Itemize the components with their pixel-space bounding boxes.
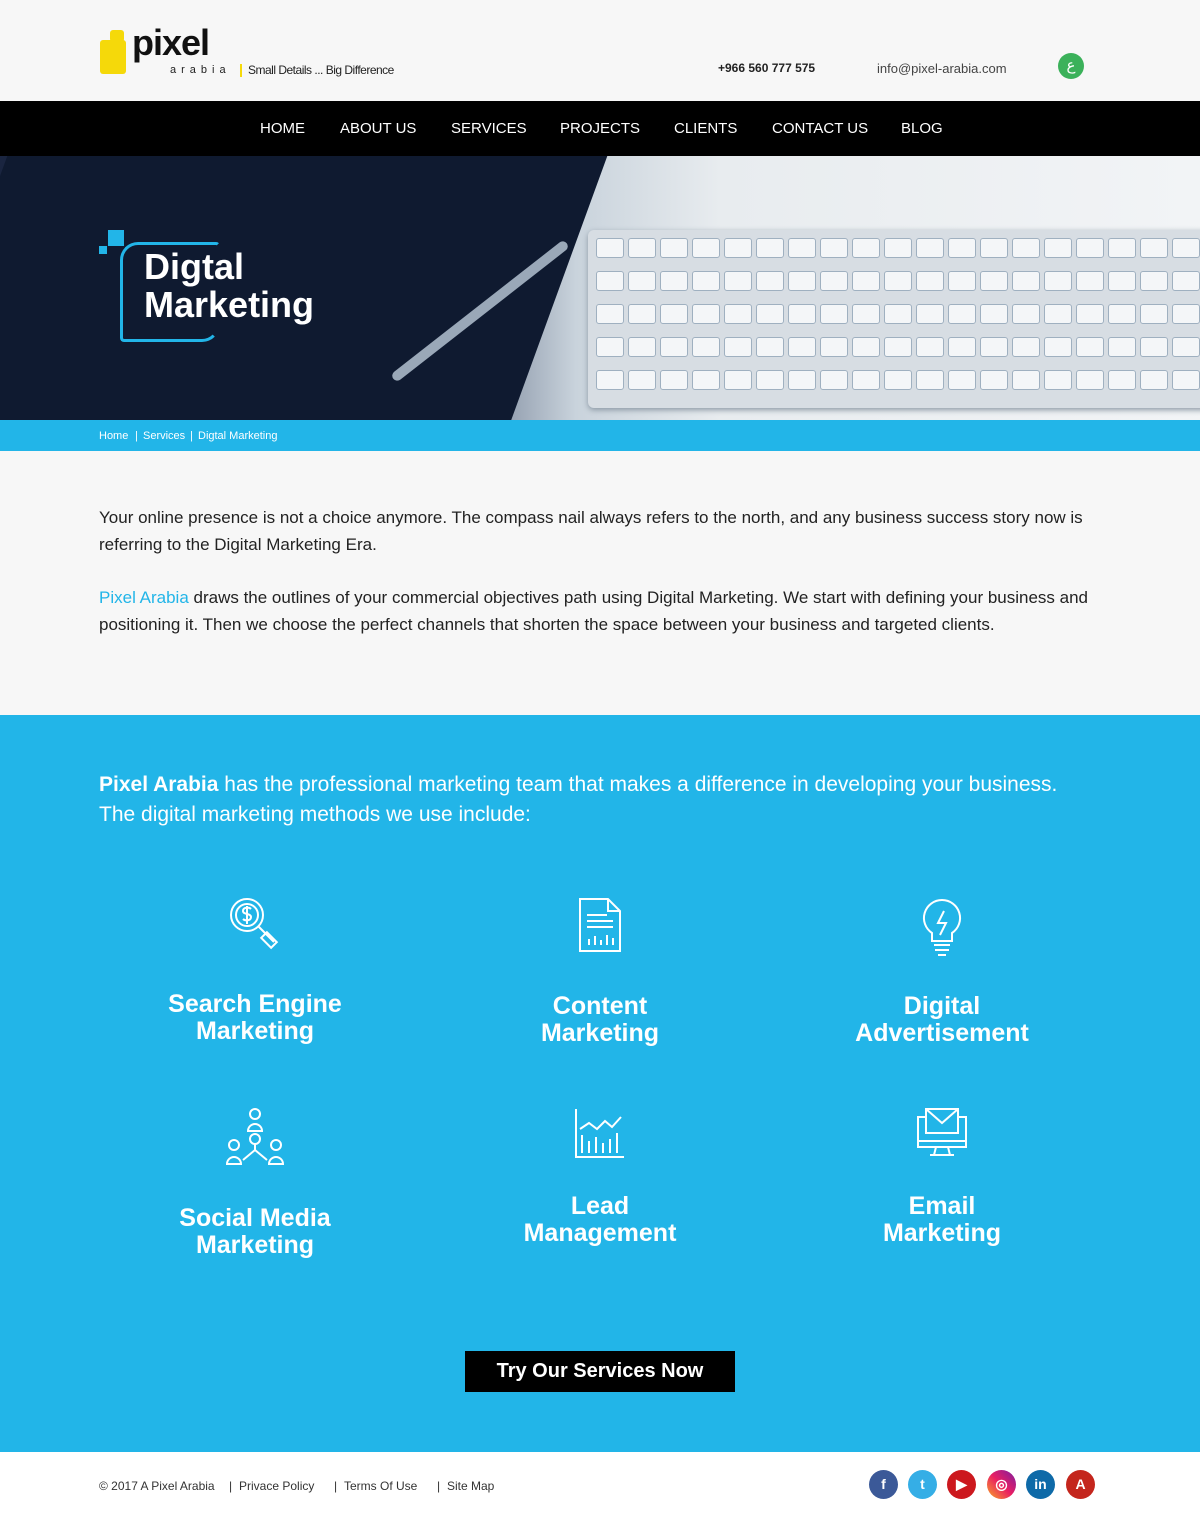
- key: [596, 238, 624, 258]
- key: [852, 370, 880, 390]
- key: [1044, 370, 1072, 390]
- breadcrumb-services[interactable]: Services: [143, 430, 186, 442]
- key: [1044, 337, 1072, 357]
- key: [628, 238, 656, 258]
- service-title: Marketing: [195, 1017, 315, 1045]
- decor-square: [99, 246, 107, 254]
- hero-title-line2: Marketing: [144, 284, 315, 325]
- key: [884, 337, 912, 357]
- key: [1108, 238, 1136, 258]
- key: [788, 304, 816, 324]
- nav-services[interactable]: SERVICES: [451, 120, 527, 137]
- key: [628, 271, 656, 291]
- key: [596, 370, 624, 390]
- service-title: Marketing: [882, 1219, 1002, 1247]
- footer: [0, 1452, 1200, 1521]
- key: [1108, 304, 1136, 324]
- acrobat-pdf-icon[interactable]: A: [1066, 1470, 1095, 1499]
- key: [1172, 370, 1200, 390]
- key: [1012, 304, 1040, 324]
- service-lead-management[interactable]: [450, 1107, 750, 1247]
- breadcrumb-sep: |: [190, 430, 193, 442]
- try-services-button[interactable]: Try Our Services Now: [465, 1351, 735, 1392]
- key: [756, 370, 784, 390]
- key: [948, 370, 976, 390]
- key: [756, 304, 784, 324]
- key: [1140, 271, 1168, 291]
- key: [724, 337, 752, 357]
- key: [916, 370, 944, 390]
- nav-contact-us[interactable]: CONTACT US: [772, 120, 869, 137]
- key: [660, 370, 688, 390]
- key: [916, 304, 944, 324]
- key: [660, 271, 688, 291]
- key: [1140, 370, 1168, 390]
- key: [852, 304, 880, 324]
- keyboard-image: [588, 230, 1200, 408]
- twitter-icon[interactable]: t: [908, 1470, 937, 1499]
- key: [1172, 337, 1200, 357]
- main-nav: [0, 101, 1200, 156]
- nav-about-us[interactable]: ABOUT US: [340, 120, 417, 137]
- key: [596, 304, 624, 324]
- service-title: Email: [908, 1192, 976, 1220]
- email-link[interactable]: info@pixel-arabia.com: [877, 61, 1007, 76]
- breadcrumb-home[interactable]: Home: [99, 430, 129, 442]
- key: [852, 337, 880, 357]
- service-title: Content: [552, 992, 648, 1020]
- key: [1108, 370, 1136, 390]
- linkedin-icon[interactable]: in: [1026, 1470, 1055, 1499]
- key: [916, 238, 944, 258]
- key: [788, 238, 816, 258]
- key: [1172, 304, 1200, 324]
- key: [852, 271, 880, 291]
- breadcrumb: [0, 420, 1200, 451]
- key: [948, 238, 976, 258]
- service-search-engine-marketing[interactable]: [105, 895, 405, 1045]
- intro-paragraph-1: Your online presence is not a choice anymore. The compass nail always refers to the north, and any business success story now is referring to the Digital Marketing Era.: [99, 508, 1083, 554]
- service-title: Marketing: [195, 1231, 315, 1259]
- lead-text: has the professional marketing team that makes a difference in developing your business. The digital marketing methods we use include:: [99, 773, 1058, 826]
- key: [1012, 337, 1040, 357]
- email-monitor-icon: [916, 1107, 968, 1159]
- decor-square: [108, 230, 124, 246]
- key: [1076, 271, 1104, 291]
- breadcrumb-sep: |: [135, 430, 138, 442]
- instagram-icon[interactable]: ◎: [987, 1470, 1016, 1499]
- nav-blog[interactable]: BLOG: [901, 120, 943, 137]
- key: [1044, 271, 1072, 291]
- hero-title-line1: Digtal: [144, 246, 245, 287]
- language-arabic-icon[interactable]: ع: [1058, 53, 1084, 79]
- key: [820, 337, 848, 357]
- key: [1044, 238, 1072, 258]
- service-digital-advertisement[interactable]: [792, 897, 1092, 1047]
- key: [980, 304, 1008, 324]
- key: [692, 271, 720, 291]
- key: [1140, 238, 1168, 258]
- key: [820, 271, 848, 291]
- service-social-media-marketing[interactable]: [105, 1107, 405, 1259]
- services-section: [0, 715, 1200, 1452]
- key: [1172, 238, 1200, 258]
- key: [916, 271, 944, 291]
- key: [628, 304, 656, 324]
- facebook-icon[interactable]: f: [869, 1470, 898, 1499]
- youtube-icon[interactable]: ▶: [947, 1470, 976, 1499]
- service-title: Advertisement: [855, 1019, 1029, 1047]
- service-title: Search Engine: [168, 990, 342, 1018]
- logo-mark-icon: [100, 30, 130, 72]
- key: [1076, 337, 1104, 357]
- key: [1108, 271, 1136, 291]
- key: [724, 304, 752, 324]
- key: [1044, 304, 1072, 324]
- key: [660, 238, 688, 258]
- service-title: Social Media: [179, 1204, 331, 1232]
- key: [788, 337, 816, 357]
- key: [980, 238, 1008, 258]
- key: [1076, 370, 1104, 390]
- nav-clients[interactable]: CLIENTS: [674, 120, 738, 137]
- key: [1172, 271, 1200, 291]
- service-email-marketing[interactable]: [792, 1107, 1092, 1247]
- lightbulb-icon: [920, 897, 964, 959]
- key: [948, 271, 976, 291]
- key: [788, 370, 816, 390]
- key: [1012, 370, 1040, 390]
- key: [948, 304, 976, 324]
- key: [884, 304, 912, 324]
- key: [1012, 238, 1040, 258]
- key: [692, 238, 720, 258]
- key: [756, 271, 784, 291]
- footer-sitemap-link[interactable]: Site Map: [447, 1479, 495, 1493]
- footer-terms-link[interactable]: Terms Of Use: [344, 1479, 418, 1493]
- key: [820, 370, 848, 390]
- document-chart-icon: [577, 897, 623, 953]
- key: [724, 370, 752, 390]
- key: [1140, 337, 1168, 357]
- footer-privacy-link[interactable]: Privace Policy: [239, 1479, 315, 1493]
- key: [692, 304, 720, 324]
- nav-projects[interactable]: PROJECTS: [560, 120, 641, 137]
- key: [980, 370, 1008, 390]
- lead-brand: Pixel Arabia: [99, 773, 219, 796]
- tagline: Small Details ... Big Difference: [240, 64, 394, 77]
- key: [948, 337, 976, 357]
- key: [884, 271, 912, 291]
- key: [692, 337, 720, 357]
- key: [724, 238, 752, 258]
- footer-sep: |: [437, 1479, 441, 1493]
- key: [724, 271, 752, 291]
- people-network-icon: [225, 1107, 285, 1167]
- brand-link[interactable]: Pixel Arabia: [99, 588, 189, 607]
- intro-text: [99, 505, 1089, 665]
- key: [596, 271, 624, 291]
- key: [756, 337, 784, 357]
- key: [820, 304, 848, 324]
- service-title: Lead: [570, 1192, 630, 1220]
- key: [1012, 271, 1040, 291]
- services-lead: [99, 770, 1099, 830]
- phone-number[interactable]: +966 560 777 575: [718, 61, 816, 75]
- service-title: Management: [523, 1219, 677, 1247]
- key: [884, 238, 912, 258]
- key: [884, 370, 912, 390]
- key: [820, 238, 848, 258]
- key: [1108, 337, 1136, 357]
- hero-banner: [0, 156, 1200, 420]
- key: [660, 337, 688, 357]
- key: [1140, 304, 1168, 324]
- key: [692, 370, 720, 390]
- key: [628, 370, 656, 390]
- key: [1076, 238, 1104, 258]
- service-title: Marketing: [540, 1019, 660, 1047]
- intro-paragraph-2-text: draws the outlines of your commercial objectives path using Digital Marketing. We start with defining your business and positioning it. Then we choose the perfect channels that shorten the space between your business and targeted clients.: [99, 588, 1089, 634]
- logo-sub: arabia: [170, 64, 231, 76]
- logo[interactable]: [100, 22, 420, 80]
- header: [0, 0, 1200, 101]
- bar-chart-icon: [574, 1107, 626, 1159]
- footer-sep: |: [229, 1479, 233, 1493]
- key: [1076, 304, 1104, 324]
- search-dollar-icon: [227, 895, 283, 951]
- service-title: Digital: [903, 992, 981, 1020]
- footer-sep: |: [334, 1479, 338, 1493]
- key: [788, 271, 816, 291]
- copyright: © 2017 A Pixel Arabia: [99, 1479, 215, 1493]
- key: [628, 337, 656, 357]
- nav-home[interactable]: HOME: [260, 120, 305, 137]
- service-content-marketing[interactable]: [450, 897, 750, 1047]
- key: [980, 271, 1008, 291]
- intro-paragraph-2: [99, 585, 1089, 638]
- key: [756, 238, 784, 258]
- logo-word: pixel: [132, 22, 210, 63]
- key: [596, 337, 624, 357]
- key: [916, 337, 944, 357]
- hero-title: [144, 248, 314, 324]
- breadcrumb-current: Digtal Marketing: [198, 430, 278, 442]
- key: [852, 238, 880, 258]
- key: [980, 337, 1008, 357]
- key: [660, 304, 688, 324]
